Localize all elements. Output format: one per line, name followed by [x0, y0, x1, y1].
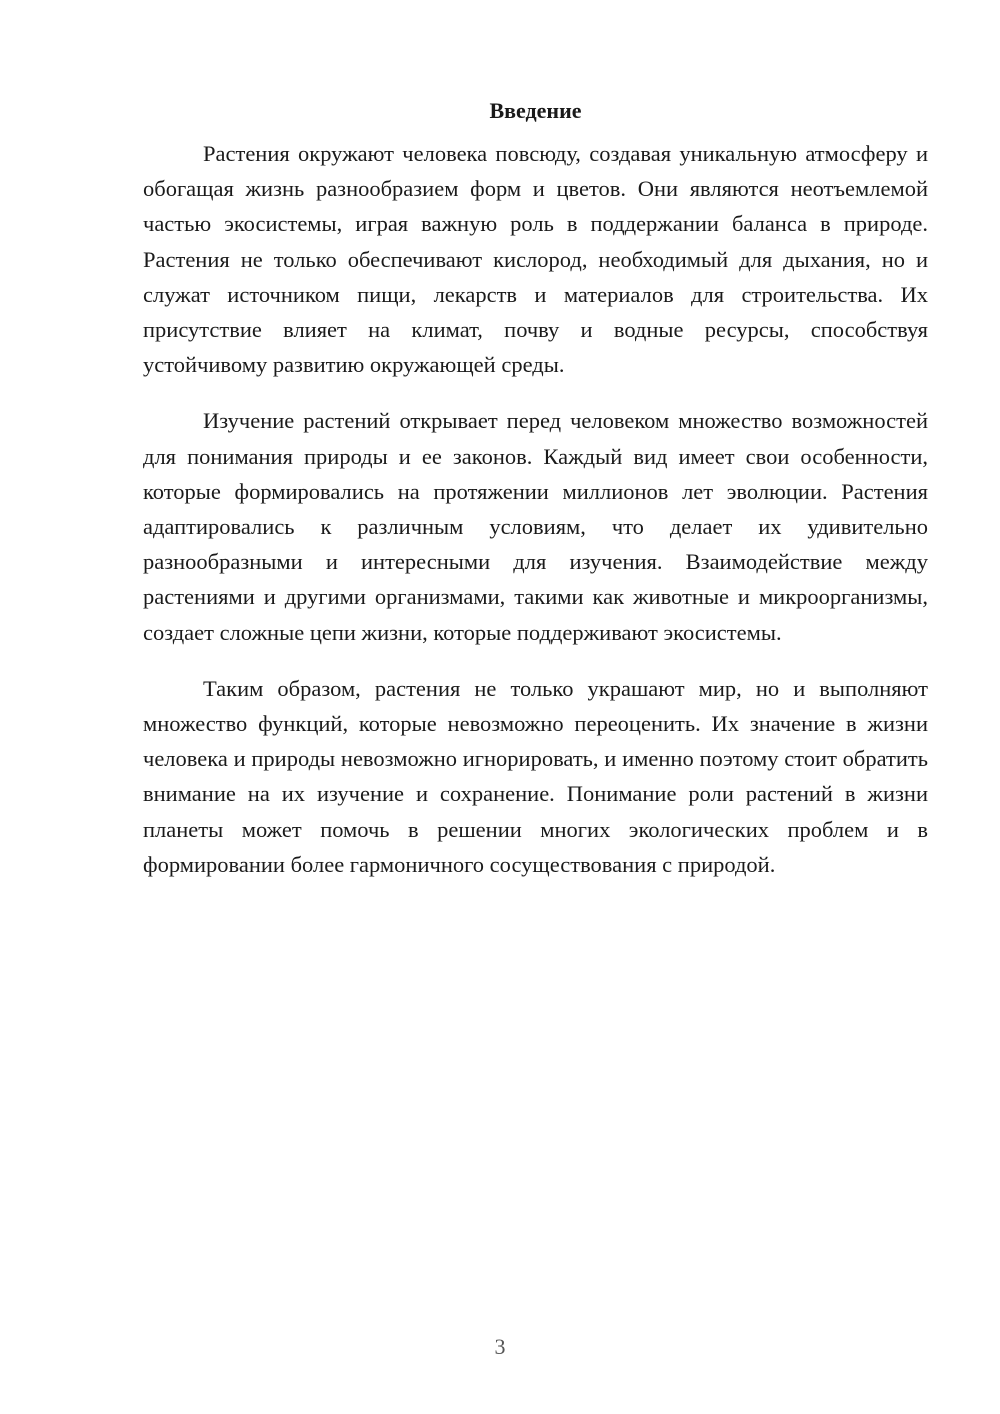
paragraph-3: Таким образом, растения не только украшают мир, но и выполняют множество функций, которые невозможно переоценить. Их значение в жизни человека и природы невозможно игнорировать, и именно поэтому стоит обратить внимание на их изучение и сохранение. Понимание роли растений в жизни планеты может помочь в решении многих экологических проблем и в формировании более гармоничного сосуществования с природой. [143, 675, 928, 877]
page-content [143, 96, 928, 903]
page-number: 3 [494, 1334, 506, 1359]
section-title: Введение [489, 98, 582, 123]
paragraph-1: Растения окружают человека повсюду, создавая уникальную атмосферу и обогащая жизнь разнообразием форм и цветов. Они являются неотъемлемой частью экосистемы, играя важную роль в поддержании баланса в природе. Растения не только обеспечивают кислород, необходимый для дыхания, но и служат источником пищи, лекарств и материалов для строительства. Их присутствие влияет на климат, почву и водные ресурсы, способствуя устойчивому развитию окружающей среды. [143, 141, 928, 378]
paragraph-2: Изучение растений открывает перед человеком множество возможностей для понимания природы и ее законов. Каждый вид имеет свои особенности, которые формировались на протяжении миллионов лет эволюции. Растения адаптировались к различным условиям, что делает их удивительно разнообразными и интересными для изучения. Взаимодействие между растениями и другими организмами, такими как животные и микроорганизмы, создает сложные цепи жизни, которые поддерживают экосистемы. [143, 408, 928, 645]
